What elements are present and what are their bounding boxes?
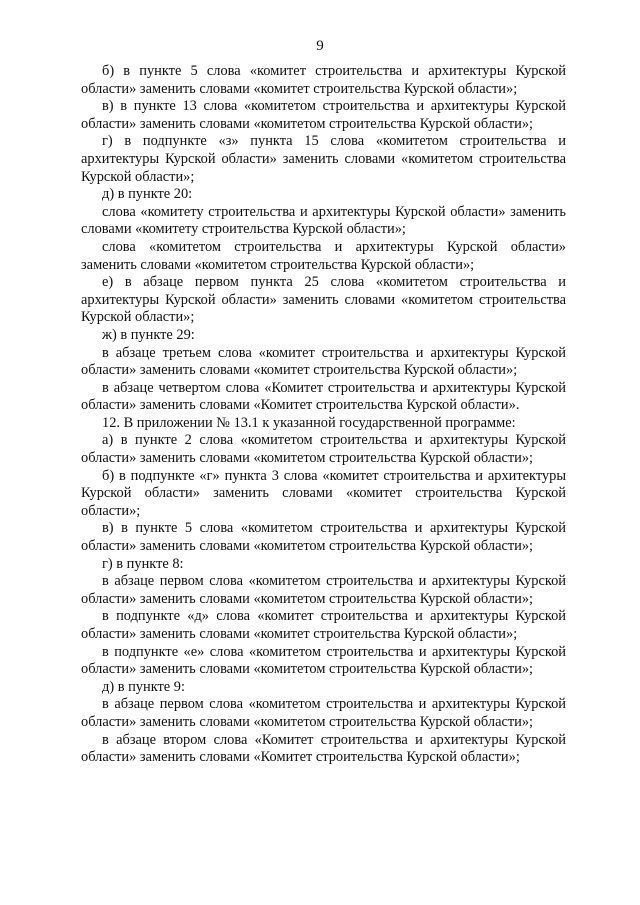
paragraph: в абзаце первом слова «комитетом строительства и архитектуры Курской области» заменить словами «комитетом строительства Курской области»; [81,573,566,607]
paragraph: в абзаце третьем слова «комитет строительства и архитектуры Курской области» заменить словами «комитет строительства Курской области»; [81,344,566,379]
paragraph: б) в пункте 5 слова «комитет строительства и архитектуры Курской области» заменить словами «комитет строительства Курской области»; [81,63,566,97]
paragraph: в) в пункте 5 слова «комитетом строительства и архитектуры Курской области» заменить словами «комитетом строительства Курской области»; [81,520,566,555]
document-body [81,63,566,767]
paragraph: е) в абзаце первом пункта 25 слова «комитетом строительства и архитектуры Курской области» заменить словами «комитетом строительства Курской области»; [81,274,566,326]
paragraph: д) в пункте 20: [102,186,193,203]
paragraph: в) в пункте 13 слова «комитетом строительства и архитектуры Курской области» заменить словами «комитетом строительства Курской области»; [81,98,566,132]
paragraph: г) в пункте 8: [102,555,184,572]
paragraph: д) в пункте 9: [102,678,185,695]
paragraph: в подпункте «е» слова «комитетом строительства и архитектуры Курской области» заменить словами «комитетом строительства Курской области»; [81,643,566,678]
paragraph: а) в пункте 2 слова «комитетом строительства и архитектуры Курской области» заменить словами «комитетом строительства Курской области»; [81,432,566,467]
paragraph: в абзаце четвертом слова «Комитет строительства и архитектуры Курской области» заменить словами «Комитет строительства Курской области». [81,379,566,414]
paragraph: слова «комитету строительства и архитектуры Курской области» заменить словами «комитету строительства Курской области»; [81,203,566,238]
paragraph: в абзаце первом слова «комитетом строительства и архитектуры Курской области» заменить словами «комитетом строительства Курской области»; [81,696,566,730]
page-number: 9 [316,38,324,54]
paragraph: в абзаце втором слова «Комитет строительства и архитектуры Курской области» заменить словами «Комитет строительства Курской области»; [81,731,566,766]
paragraph: ж) в пункте 29: [102,326,195,343]
paragraph: б) в подпункте «г» пункта 3 слова «комитет строительства и архитектуры Курской области» заменить словами «комитет строительства Курской области»; [81,467,566,519]
paragraph: 12. В приложении № 13.1 к указанной государственной программе: [102,414,516,431]
paragraph: слова «комитетом строительства и архитектуры Курской области» заменить словами «комитетом строительства Курской области»; [81,238,566,273]
paragraph: г) в подпункте «з» пункта 15 слова «комитетом строительства и архитектуры Курской области» заменить словами «комитетом строительства Курской области»; [81,133,566,185]
paragraph: в подпункте «д» слова «комитет строительства и архитектуры Курской области» заменить словами «комитет строительства Курской области»; [81,608,566,642]
